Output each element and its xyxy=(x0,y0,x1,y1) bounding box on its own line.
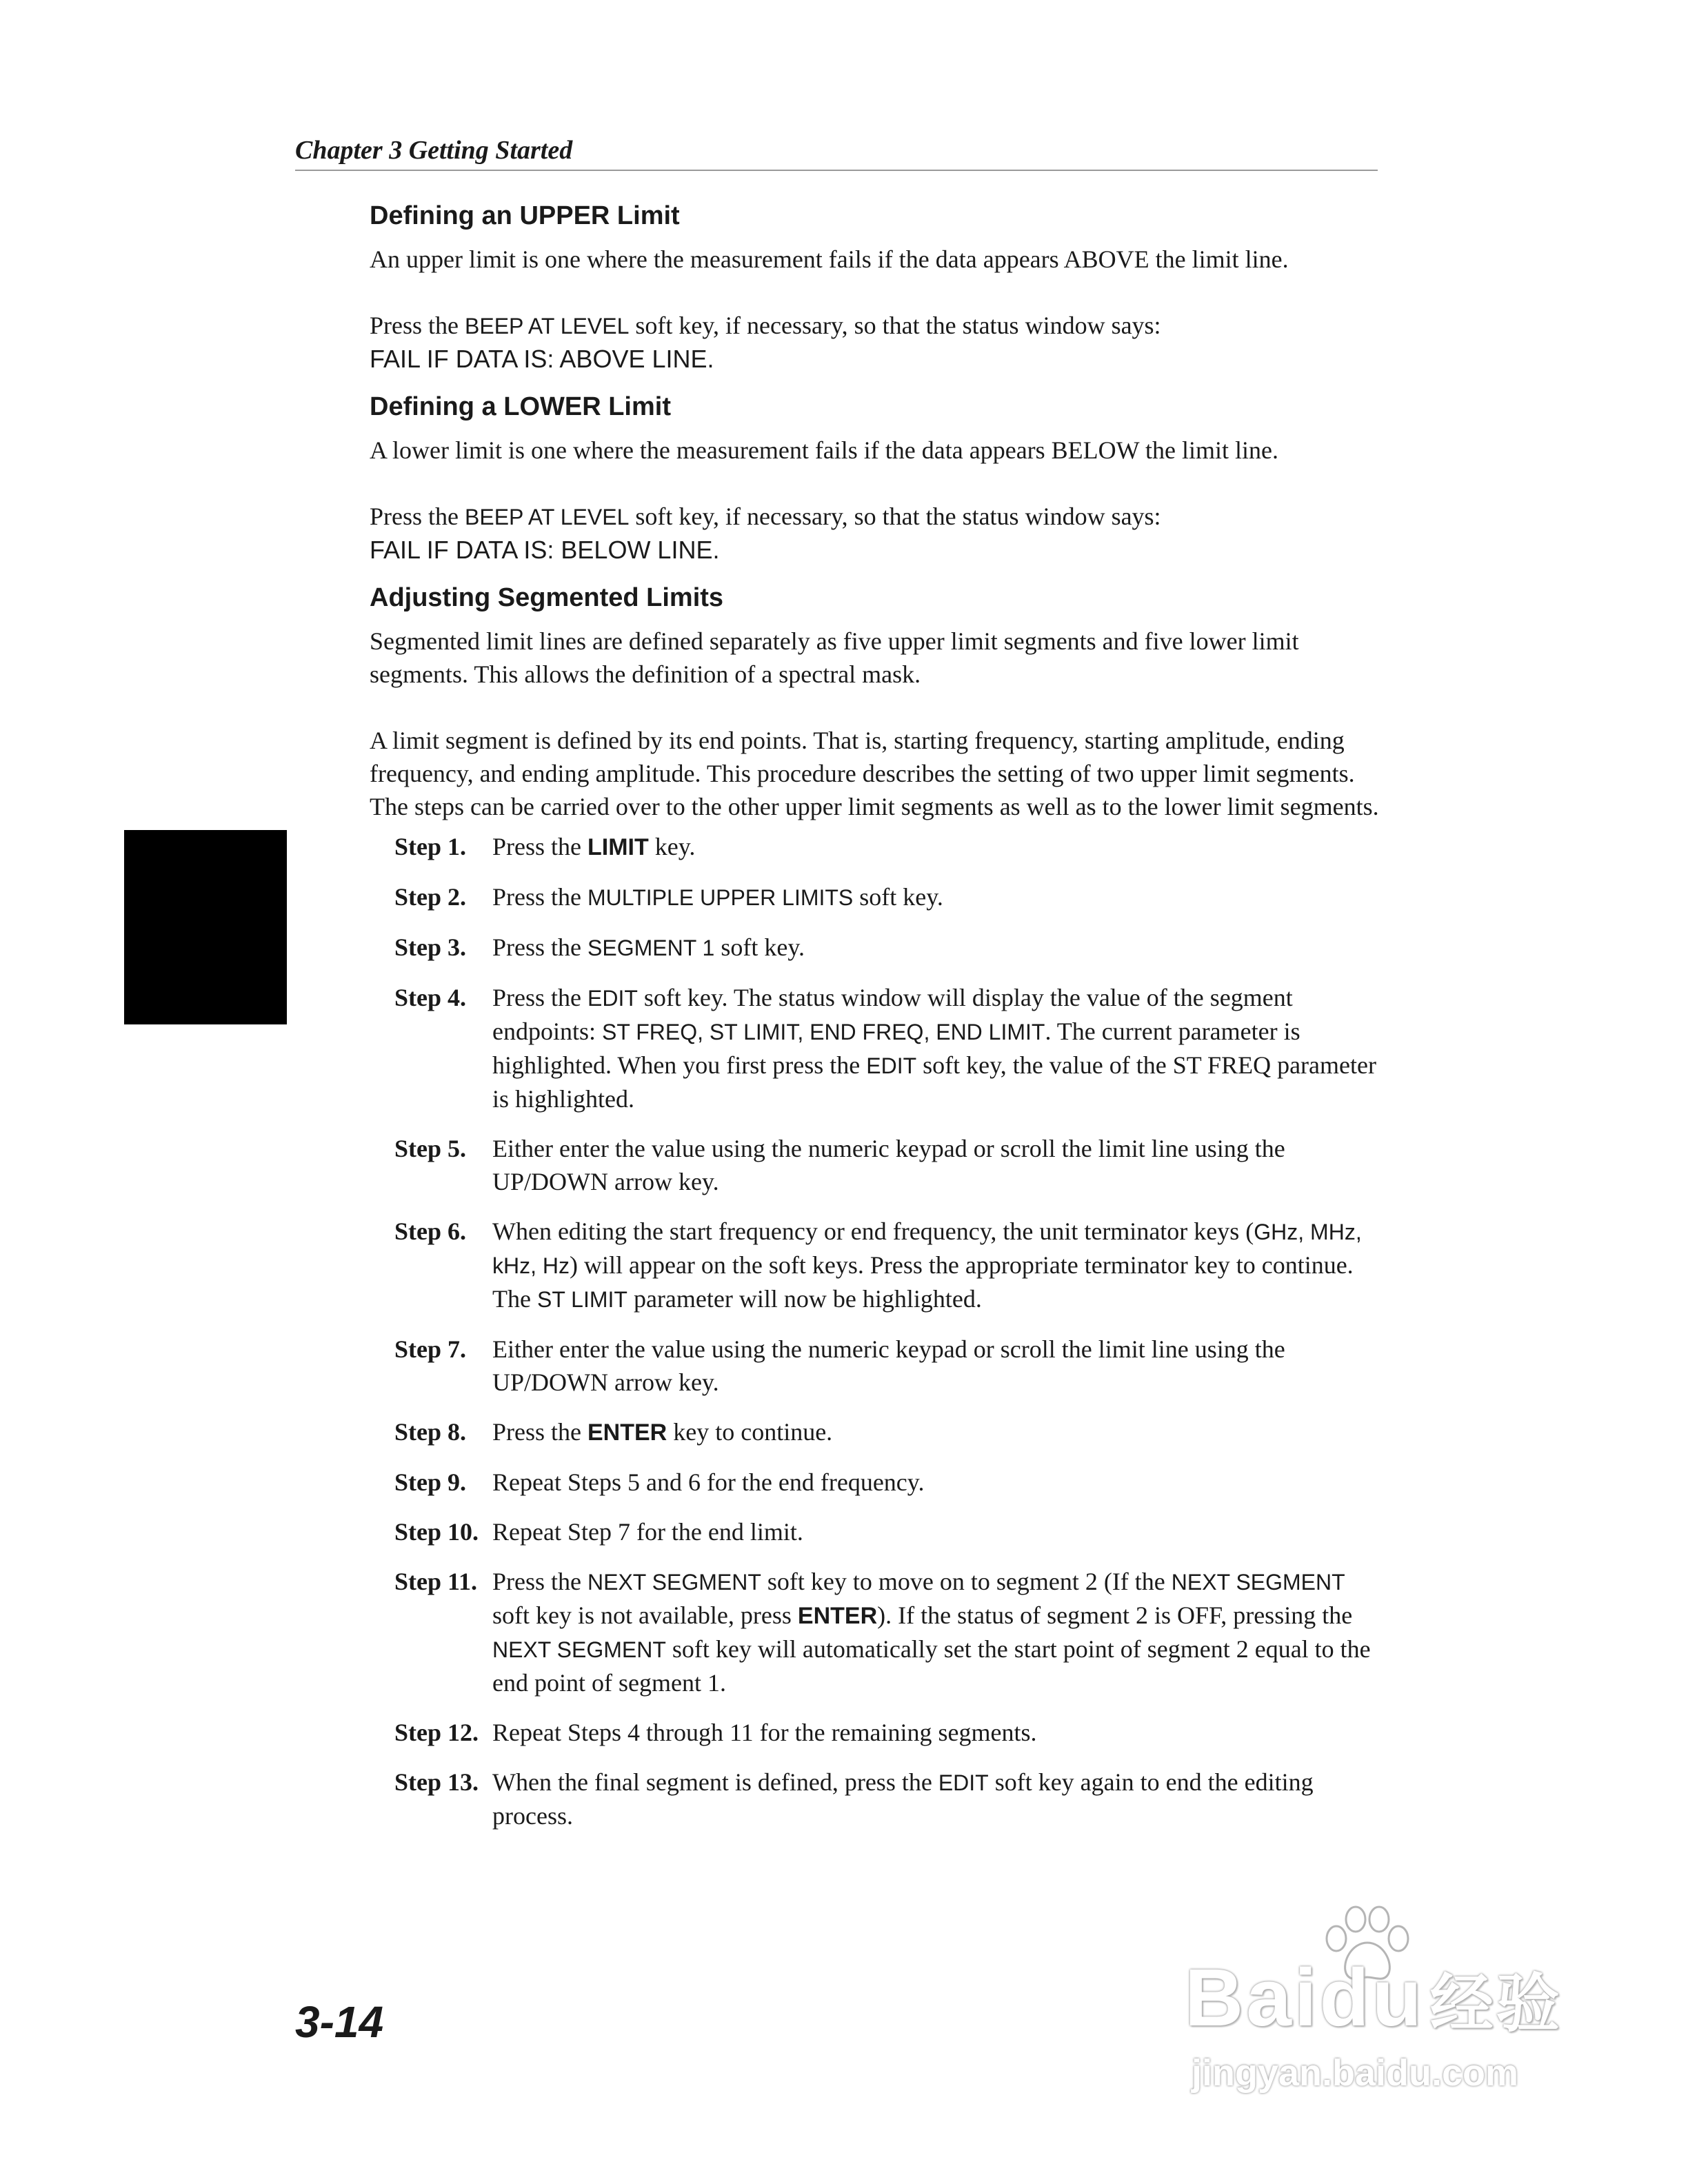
segmented-paragraph-2: A limit segment is defined by its end points. That is, starting frequency, starting amplitude, ending frequency, and ending amplitude. This procedure describes the setting of two upper limit segments. The steps can be carried over to the other upper limit segments as well as to the lower limit segments. xyxy=(370,727,1379,820)
step-text-run: Press the xyxy=(492,833,587,860)
key-name: SEGMENT 1 xyxy=(587,936,715,960)
step-text xyxy=(492,830,1382,864)
step-text xyxy=(492,1415,1382,1449)
step-text-run: Either enter the value using the numeric keypad or scroll the limit line using the UP/DOWN arrow key. xyxy=(492,1135,1285,1195)
softkey-name: BEEP AT LEVEL xyxy=(465,505,630,529)
step-text-run: When the final segment is defined, press the xyxy=(492,1768,938,1796)
step-text-run: Repeat Steps 4 through 11 for the remaining segments. xyxy=(492,1719,1037,1746)
step-text-run: Press the xyxy=(492,933,587,961)
page-number: 3-14 xyxy=(295,1997,384,2047)
step-text-run: soft key. xyxy=(853,883,943,911)
step-text xyxy=(492,1333,1382,1399)
step-text-run: Press the xyxy=(492,1568,587,1595)
key-name: LIMIT xyxy=(587,834,649,860)
chapter-thumb-tab xyxy=(124,830,287,1024)
step-text-run: soft key will automatically set the start point of segment 2 equal to the end point of segment 1. xyxy=(492,1635,1371,1697)
step-item xyxy=(394,1415,1383,1449)
step-label: Step 6. xyxy=(394,1217,467,1245)
lower-status-text: FAIL IF DATA IS: BELOW LINE. xyxy=(370,536,720,564)
step-text-run: soft key is not available, press xyxy=(492,1601,798,1629)
upper-instruction: Press the BEEP AT LEVEL soft key, if necessary, so that the status window says: xyxy=(370,312,1161,339)
step-item xyxy=(394,1716,1383,1749)
page-content xyxy=(370,199,1383,1849)
step-item xyxy=(394,1132,1383,1198)
step-item xyxy=(394,1515,1383,1548)
section-heading-segmented: Adjusting Segmented Limits xyxy=(370,583,724,612)
lower-instruction: Press the BEEP AT LEVEL soft key, if necessary, so that the status window says: xyxy=(370,503,1161,530)
step-item xyxy=(394,1766,1383,1832)
step-text-run: key to continue. xyxy=(667,1418,833,1446)
step-text-run: ). If the status of segment 2 is OFF, pressing the xyxy=(877,1601,1353,1629)
step-text-run: key. xyxy=(648,833,696,860)
segmented-paragraph-1: Segmented limit lines are defined separately as five upper limit segments and five lower limit segments. This allows the definition of a spectral mask. xyxy=(370,627,1299,688)
step-text xyxy=(492,1766,1382,1832)
step-label: Step 3. xyxy=(394,933,467,961)
step-text xyxy=(492,1565,1382,1699)
step-item xyxy=(394,1215,1383,1316)
step-text-run: Repeat Steps 5 and 6 for the end frequency. xyxy=(492,1468,925,1496)
step-label: Step 4. xyxy=(394,984,467,1011)
key-name: ST FREQ, ST LIMIT, END FREQ, END LIMIT xyxy=(602,1020,1045,1044)
step-item xyxy=(394,1466,1383,1499)
step-label: Step 10. xyxy=(394,1518,479,1546)
section-heading-lower: Defining a LOWER Limit xyxy=(370,392,671,421)
step-text-run: When editing the start frequency or end frequency, the unit terminator keys ( xyxy=(492,1217,1254,1245)
lower-paragraph: A lower limit is one where the measurement fails if the data appears BELOW the limit line. xyxy=(370,436,1278,464)
key-name: ST LIMIT xyxy=(536,1287,627,1312)
step-label: Step 7. xyxy=(394,1335,467,1363)
step-text-run: ) will appear on the soft keys. Press the appropriate terminator key to continue. The xyxy=(492,1251,1354,1313)
step-item xyxy=(394,931,1383,964)
step-label: Step 2. xyxy=(394,883,467,911)
step-text-run: soft key. The status window will display the value of the segment endpoints: xyxy=(492,984,1293,1045)
step-text-run: soft key. xyxy=(714,933,805,961)
step-list xyxy=(394,830,1383,1832)
step-item xyxy=(394,830,1383,864)
step-text-run: . The current parameter is highlighted. When you first press the xyxy=(492,1018,1300,1079)
watermark-brand: Baidu经验 xyxy=(1185,1952,1563,2043)
step-text-run: soft key, the value of the ST FREQ parameter is highlighted. xyxy=(492,1051,1376,1113)
step-text xyxy=(492,981,1382,1115)
step-text xyxy=(492,1515,1382,1548)
softkey-name: BEEP AT LEVEL xyxy=(465,314,630,338)
key-name: NEXT SEGMENT xyxy=(1171,1570,1345,1595)
step-label: Step 12. xyxy=(394,1719,479,1746)
step-text-run: Press the xyxy=(492,883,587,911)
step-label: Step 8. xyxy=(394,1418,467,1446)
key-name: MULTIPLE UPPER LIMITS xyxy=(587,885,854,910)
key-name: EDIT xyxy=(866,1053,917,1078)
step-text xyxy=(492,1132,1382,1198)
step-item xyxy=(394,1333,1383,1399)
step-text-run: Press the xyxy=(492,984,587,1011)
section-heading-upper: Defining an UPPER Limit xyxy=(370,201,680,230)
upper-status-text: FAIL IF DATA IS: ABOVE LINE. xyxy=(370,345,714,373)
key-name: EDIT xyxy=(938,1770,989,1795)
step-text-run: Repeat Step 7 for the end limit. xyxy=(492,1518,803,1546)
upper-paragraph: An upper limit is one where the measurement fails if the data appears ABOVE the limit line. xyxy=(370,245,1289,273)
step-label: Step 11. xyxy=(394,1568,478,1595)
baidu-watermark xyxy=(1185,1903,1571,2110)
step-item xyxy=(394,880,1383,914)
key-name: NEXT SEGMENT xyxy=(492,1637,666,1662)
key-name: ENTER xyxy=(587,1419,667,1446)
key-name: NEXT SEGMENT xyxy=(587,1570,761,1595)
step-text-run: Press the xyxy=(492,1418,587,1446)
key-name: ENTER xyxy=(797,1603,878,1629)
running-header xyxy=(295,135,1378,171)
step-label: Step 13. xyxy=(394,1768,479,1796)
key-name: GHz, MHz, kHz, Hz xyxy=(492,1220,1362,1278)
step-label: Step 5. xyxy=(394,1135,467,1162)
step-text xyxy=(492,1716,1382,1749)
chapter-title: Chapter 3 Getting Started xyxy=(295,136,573,165)
step-label: Step 1. xyxy=(394,833,467,860)
step-text xyxy=(492,880,1382,914)
step-text-run: soft key to move on to segment 2 (If the xyxy=(761,1568,1172,1595)
step-item xyxy=(394,981,1383,1115)
step-text xyxy=(492,931,1382,964)
step-text-run: parameter will now be highlighted. xyxy=(627,1285,982,1313)
step-item xyxy=(394,1565,1383,1699)
key-name: EDIT xyxy=(587,986,638,1011)
watermark-url: jingyan.baidu.com xyxy=(1192,2052,1519,2094)
step-label: Step 9. xyxy=(394,1468,467,1496)
step-text xyxy=(492,1466,1382,1499)
step-text-run: soft key again to end the editing process. xyxy=(492,1768,1314,1830)
step-text-run: Either enter the value using the numeric keypad or scroll the limit line using the UP/DOWN arrow key. xyxy=(492,1335,1285,1396)
step-text xyxy=(492,1215,1382,1316)
